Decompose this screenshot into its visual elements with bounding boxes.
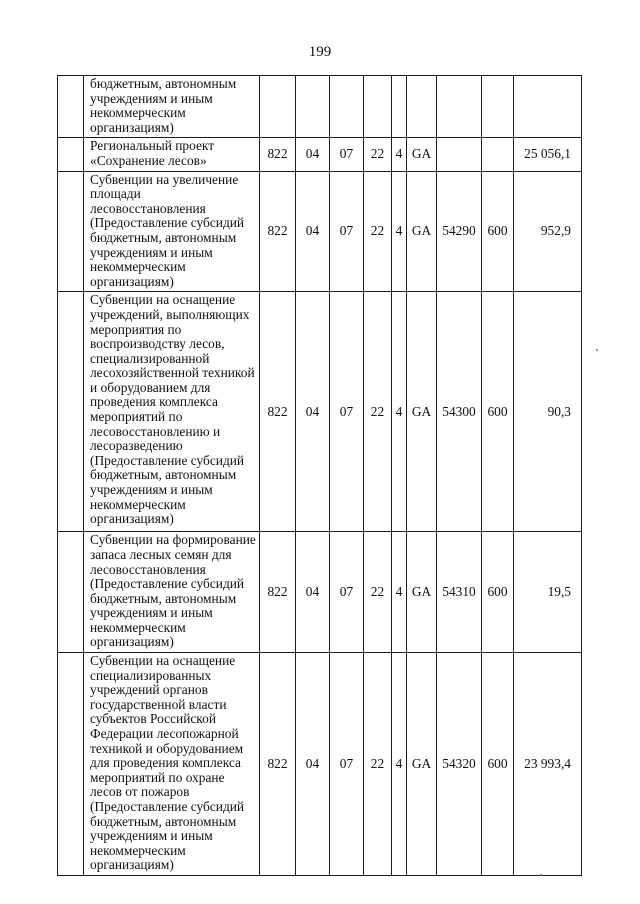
program-code	[364, 76, 392, 138]
row-index-cell	[58, 653, 84, 876]
direction-code: 54320	[437, 653, 482, 876]
row-index-cell	[58, 76, 84, 138]
expense-type-code: 600	[482, 653, 514, 876]
row-name: бюджетным, автономным учреждениям и иным некоммерческим организациям)	[84, 76, 260, 138]
project-code: GA	[407, 532, 437, 653]
amount-cell: 19,5	[514, 532, 582, 653]
project-code: GA	[407, 292, 437, 532]
section-code: 04	[296, 292, 330, 532]
direction-code	[437, 76, 482, 138]
gr-code: 822	[260, 532, 296, 653]
section-code: 04	[296, 653, 330, 876]
row-name: Региональный проект «Сохранение лесов»	[84, 138, 260, 171]
expense-type-code	[482, 76, 514, 138]
project-code: GA	[407, 653, 437, 876]
subprogram-code: 4	[392, 171, 407, 292]
expense-type-code	[482, 138, 514, 171]
program-code: 22	[364, 532, 392, 653]
scan-speck	[596, 349, 598, 351]
subsection-code	[330, 76, 364, 138]
project-code	[407, 76, 437, 138]
expense-type-code: 600	[482, 292, 514, 532]
row-index-cell	[58, 292, 84, 532]
amount-cell: 952,9	[514, 171, 582, 292]
table-row	[58, 532, 582, 653]
subprogram-code	[392, 76, 407, 138]
row-name: Субвенции на оснащение специализированных учреждений органов государственной власти субъектов Российской Федерации лесопожарной техникой и оборудованием для проведения комплекса мероприятий по охране лесов от пожаров (Предоставление субсидий бюджетным, автономным учреждениям и иным некоммерческим организациям)	[84, 653, 260, 876]
gr-code	[260, 76, 296, 138]
section-code: 04	[296, 171, 330, 292]
row-index-cell	[58, 532, 84, 653]
project-code: GA	[407, 138, 437, 171]
row-index-cell	[58, 138, 84, 171]
subsection-code: 07	[330, 138, 364, 171]
direction-code: 54290	[437, 171, 482, 292]
section-code: 04	[296, 138, 330, 171]
program-code: 22	[364, 292, 392, 532]
expense-type-code: 600	[482, 171, 514, 292]
amount-cell	[514, 76, 582, 138]
gr-code: 822	[260, 171, 296, 292]
subsection-code: 07	[330, 653, 364, 876]
scan-speck	[540, 874, 542, 876]
table-row	[58, 171, 582, 292]
subprogram-code: 4	[392, 532, 407, 653]
page-number: 199	[308, 44, 332, 60]
direction-code: 54310	[437, 532, 482, 653]
table-row	[58, 653, 582, 876]
table-row	[58, 76, 582, 138]
program-code: 22	[364, 653, 392, 876]
subprogram-code: 4	[392, 653, 407, 876]
gr-code: 822	[260, 653, 296, 876]
amount-cell: 25 056,1	[514, 138, 582, 171]
row-name: Субвенции на оснащение учреждений, выполняющих мероприятия по воспроизводству лесов, специализированной лесохозяйственной техникой и оборудованием для проведения комплекса мероприятий по лесовосстановлению и лесоразведению (Предоставление субсидий бюджетным, автономным учреждениям и иным некоммерческим организациям)	[84, 292, 260, 532]
table-row	[58, 138, 582, 171]
section-code: 04	[296, 532, 330, 653]
amount-cell: 90,3	[514, 292, 582, 532]
amount-cell: 23 993,4	[514, 653, 582, 876]
direction-code	[437, 138, 482, 171]
table-row	[58, 292, 582, 532]
gr-code: 822	[260, 292, 296, 532]
direction-code: 54300	[437, 292, 482, 532]
budget-table	[57, 75, 582, 876]
gr-code: 822	[260, 138, 296, 171]
subsection-code: 07	[330, 292, 364, 532]
section-code	[296, 76, 330, 138]
row-name: Субвенции на увеличение площади лесовосстановления (Предоставление субсидий бюджетным, автономным учреждениям и иным некоммерческим организациям)	[84, 171, 260, 292]
subprogram-code: 4	[392, 138, 407, 171]
subprogram-code: 4	[392, 292, 407, 532]
program-code: 22	[364, 138, 392, 171]
subsection-code: 07	[330, 532, 364, 653]
program-code: 22	[364, 171, 392, 292]
row-name: Субвенции на формирование запаса лесных семян для лесовосстановления (Предоставление субсидий бюджетным, автономным учреждениям и иным некоммерческим организациям)	[84, 532, 260, 653]
row-index-cell	[58, 171, 84, 292]
project-code: GA	[407, 171, 437, 292]
subsection-code: 07	[330, 171, 364, 292]
expense-type-code: 600	[482, 532, 514, 653]
